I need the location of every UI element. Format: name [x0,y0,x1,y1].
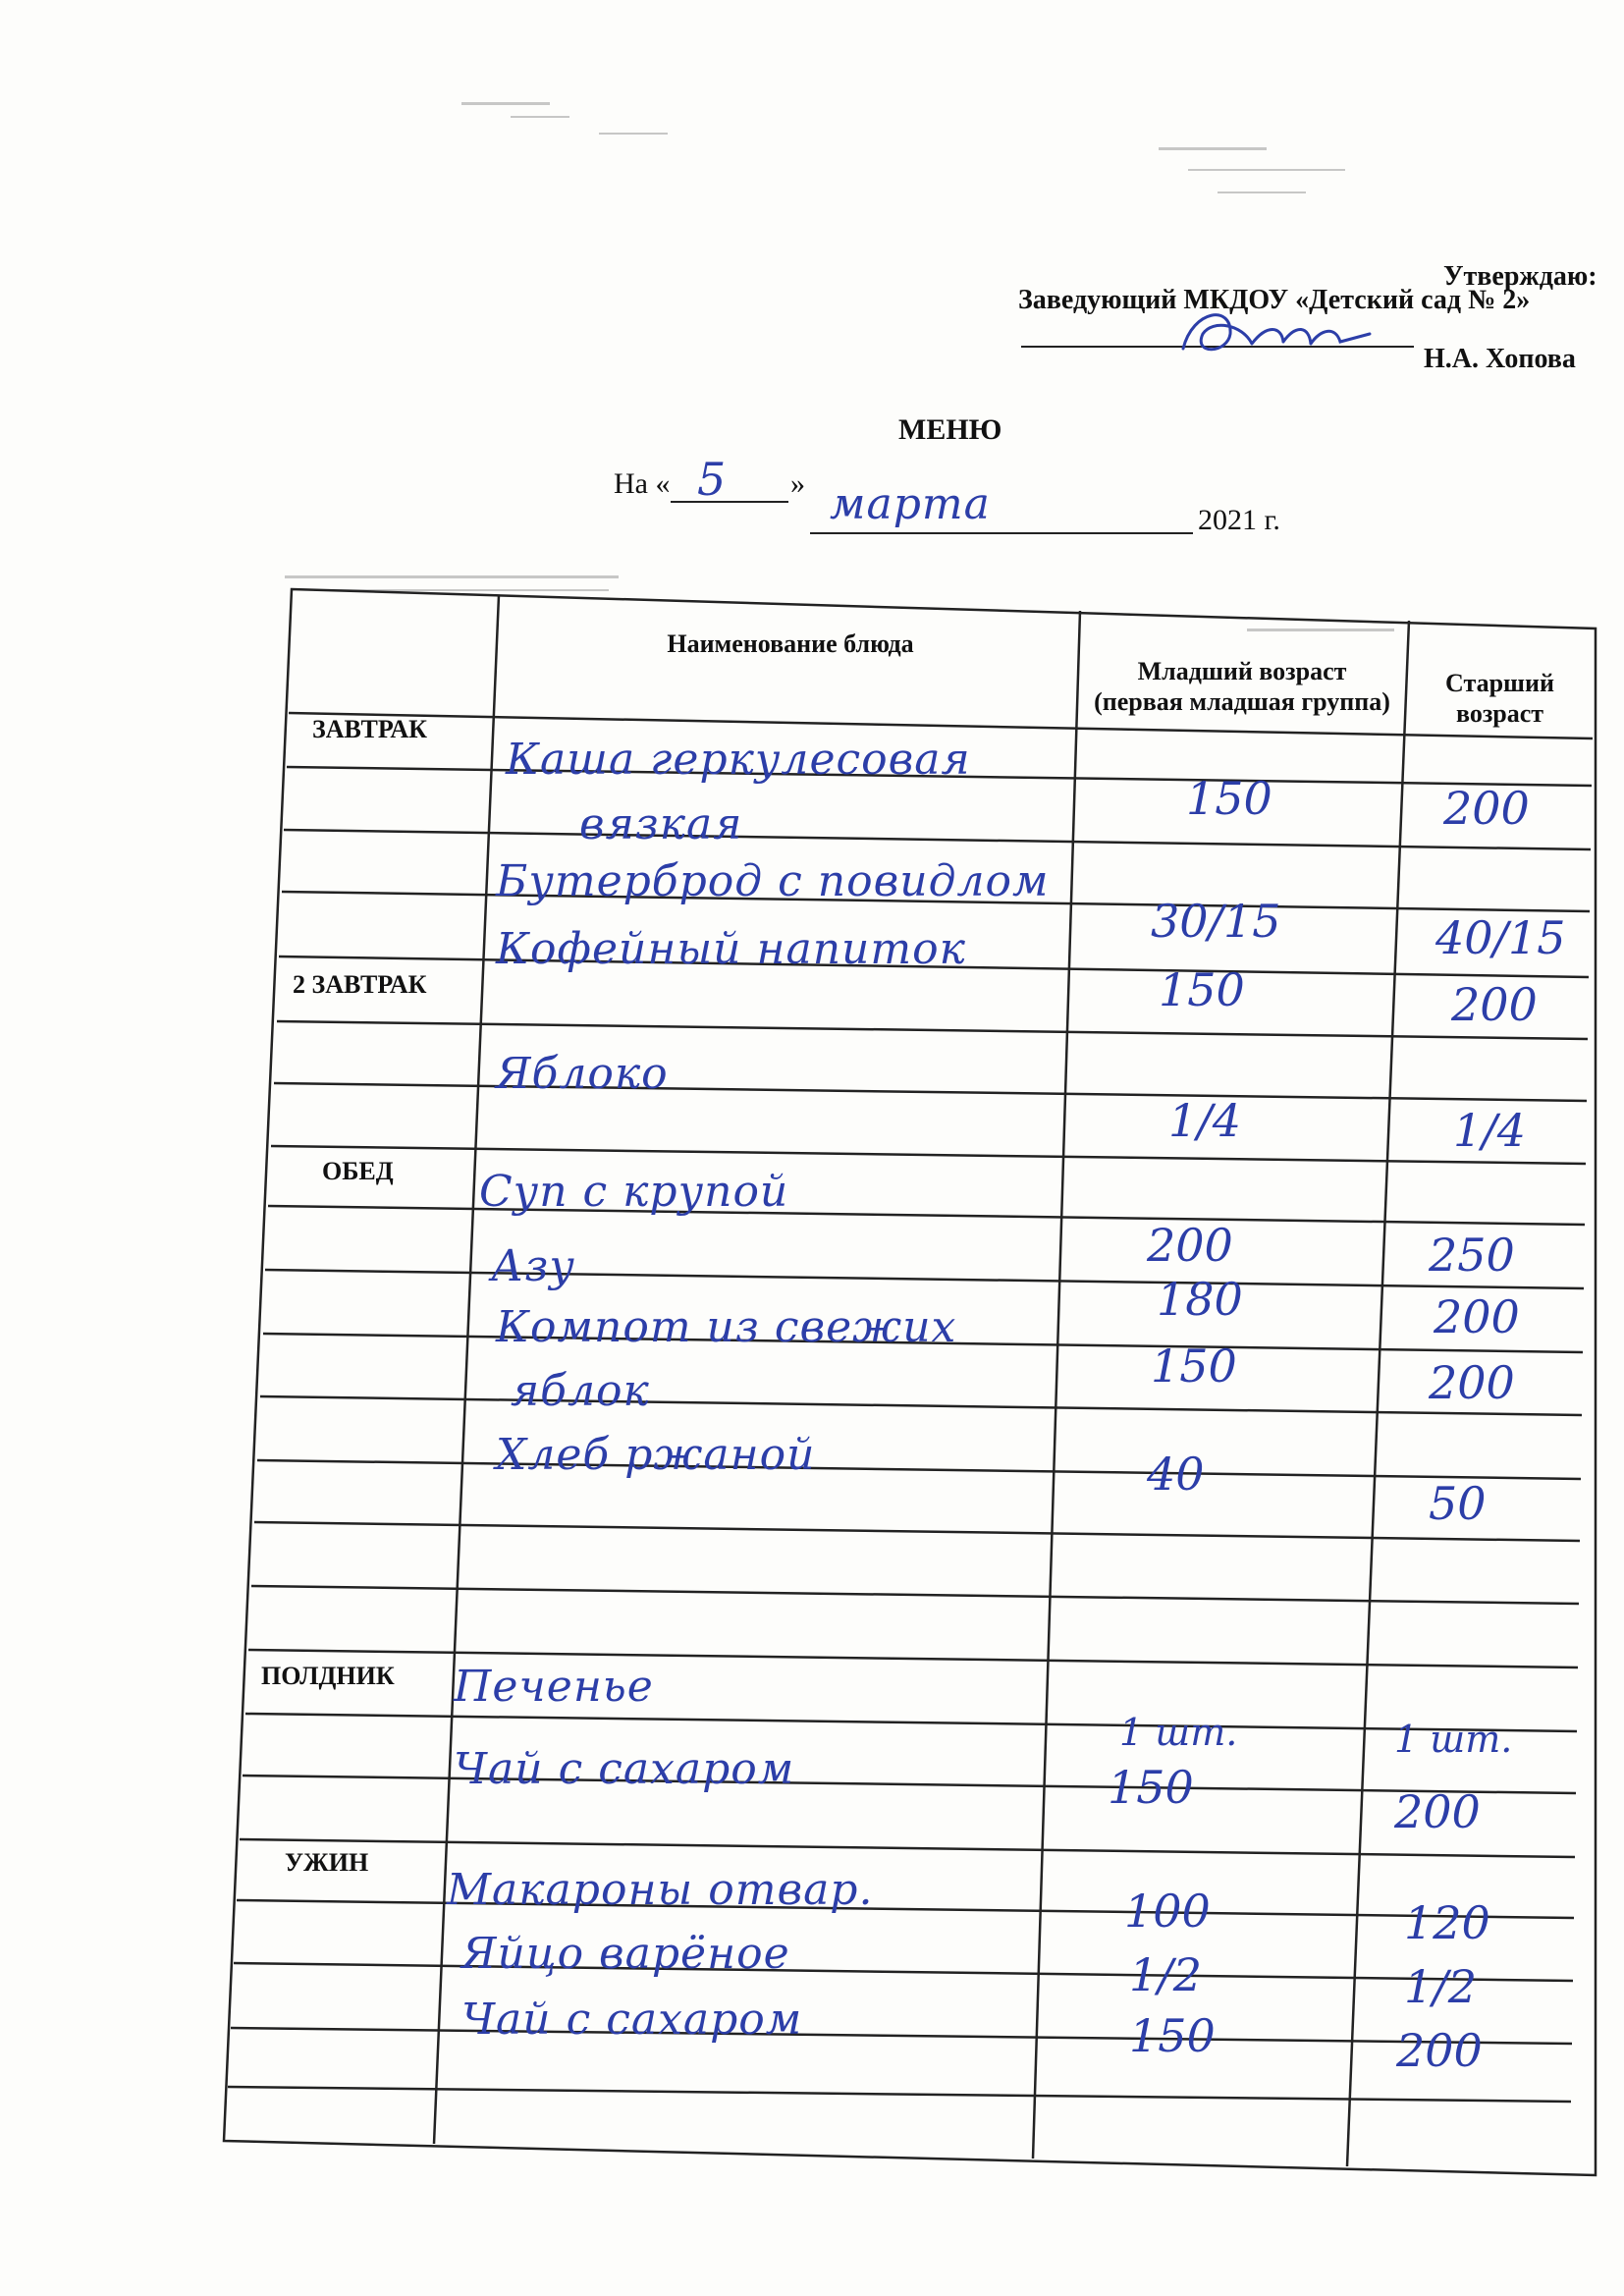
dish-item: Компот из свежих [496,1302,957,1352]
page-title: МЕНЮ [898,413,1002,446]
junior-portion: 150 [1159,963,1245,1016]
approve-label: Утверждаю: [1443,261,1597,292]
junior-portion: 150 [1186,772,1272,825]
senior-portion: 200 [1451,978,1538,1031]
dish-item: Кофейный напиток [496,924,966,974]
junior-portion: 150 [1151,1339,1237,1393]
date-day: 5 [697,453,727,506]
dish-item: Чай с сахаром [461,1995,803,2045]
senior-portion: 200 [1434,1290,1520,1343]
junior-portion: 30/15 [1151,895,1281,948]
junior-portion: 1/4 [1168,1094,1242,1147]
senior-portion: 120 [1404,1896,1490,1949]
dish-item: Чай с сахаром [454,1744,795,1794]
meal-dinner: УЖИН [285,1848,369,1877]
junior-portion: 40 [1147,1448,1205,1501]
junior-portion: 100 [1124,1885,1211,1938]
date-prefix: На « [614,467,671,500]
date-mid: » [790,467,805,500]
dish-item: Каша геркулесовая [506,735,971,785]
dish-item: яблок [511,1366,650,1416]
junior-portion: 180 [1157,1273,1243,1326]
dish-item: Макароны отвар. [447,1865,874,1915]
senior-portion: 1/2 [1404,1960,1478,2013]
senior-portion: 250 [1429,1229,1515,1282]
senior-portion: 200 [1429,1356,1515,1409]
senior-portion: 40/15 [1435,911,1566,964]
dish-item: Печенье [454,1662,654,1712]
dish-item: Хлеб ржаной [496,1430,816,1480]
approver-name: Н.А. Хопова [1424,344,1576,374]
header-junior: Младший возраст (первая младшая группа) [1094,657,1390,717]
junior-portion: 1/2 [1129,1948,1203,2001]
approver-position: Заведующий МКДОУ «Детский сад № 2» [1018,285,1531,315]
dish-item: Яблоко [496,1049,669,1099]
date-month: марта [830,479,991,529]
meal-afternoon-snack: ПОЛДНИК [261,1662,395,1690]
senior-portion: 200 [1443,782,1530,835]
header-dish: Наименование блюда [667,629,914,658]
dish-item: Азу [491,1241,575,1291]
meal-lunch: ОБЕД [322,1157,394,1185]
senior-portion: 50 [1429,1477,1487,1530]
dish-item: вязкая [579,799,743,849]
header-senior: Старший возраст [1445,669,1554,729]
senior-portion: 200 [1396,2024,1483,2077]
junior-portion: 150 [1108,1761,1194,1814]
meal-breakfast: ЗАВТРАК [312,715,428,743]
senior-portion: 1/4 [1453,1104,1527,1157]
dish-item: Суп с крупой [479,1167,789,1217]
dish-item: Яйцо варёное [461,1929,790,1979]
senior-portion: 200 [1394,1785,1481,1838]
junior-portion: 1 шт. [1119,1711,1238,1754]
dish-item: Бутерброд с повидлом [496,856,1050,906]
junior-portion: 200 [1147,1219,1233,1272]
meal-second-breakfast: 2 ЗАВТРАК [293,970,427,999]
junior-portion: 150 [1129,2009,1216,2062]
date-year: 2021 г. [1198,504,1280,536]
senior-portion: 1 шт. [1394,1718,1513,1761]
